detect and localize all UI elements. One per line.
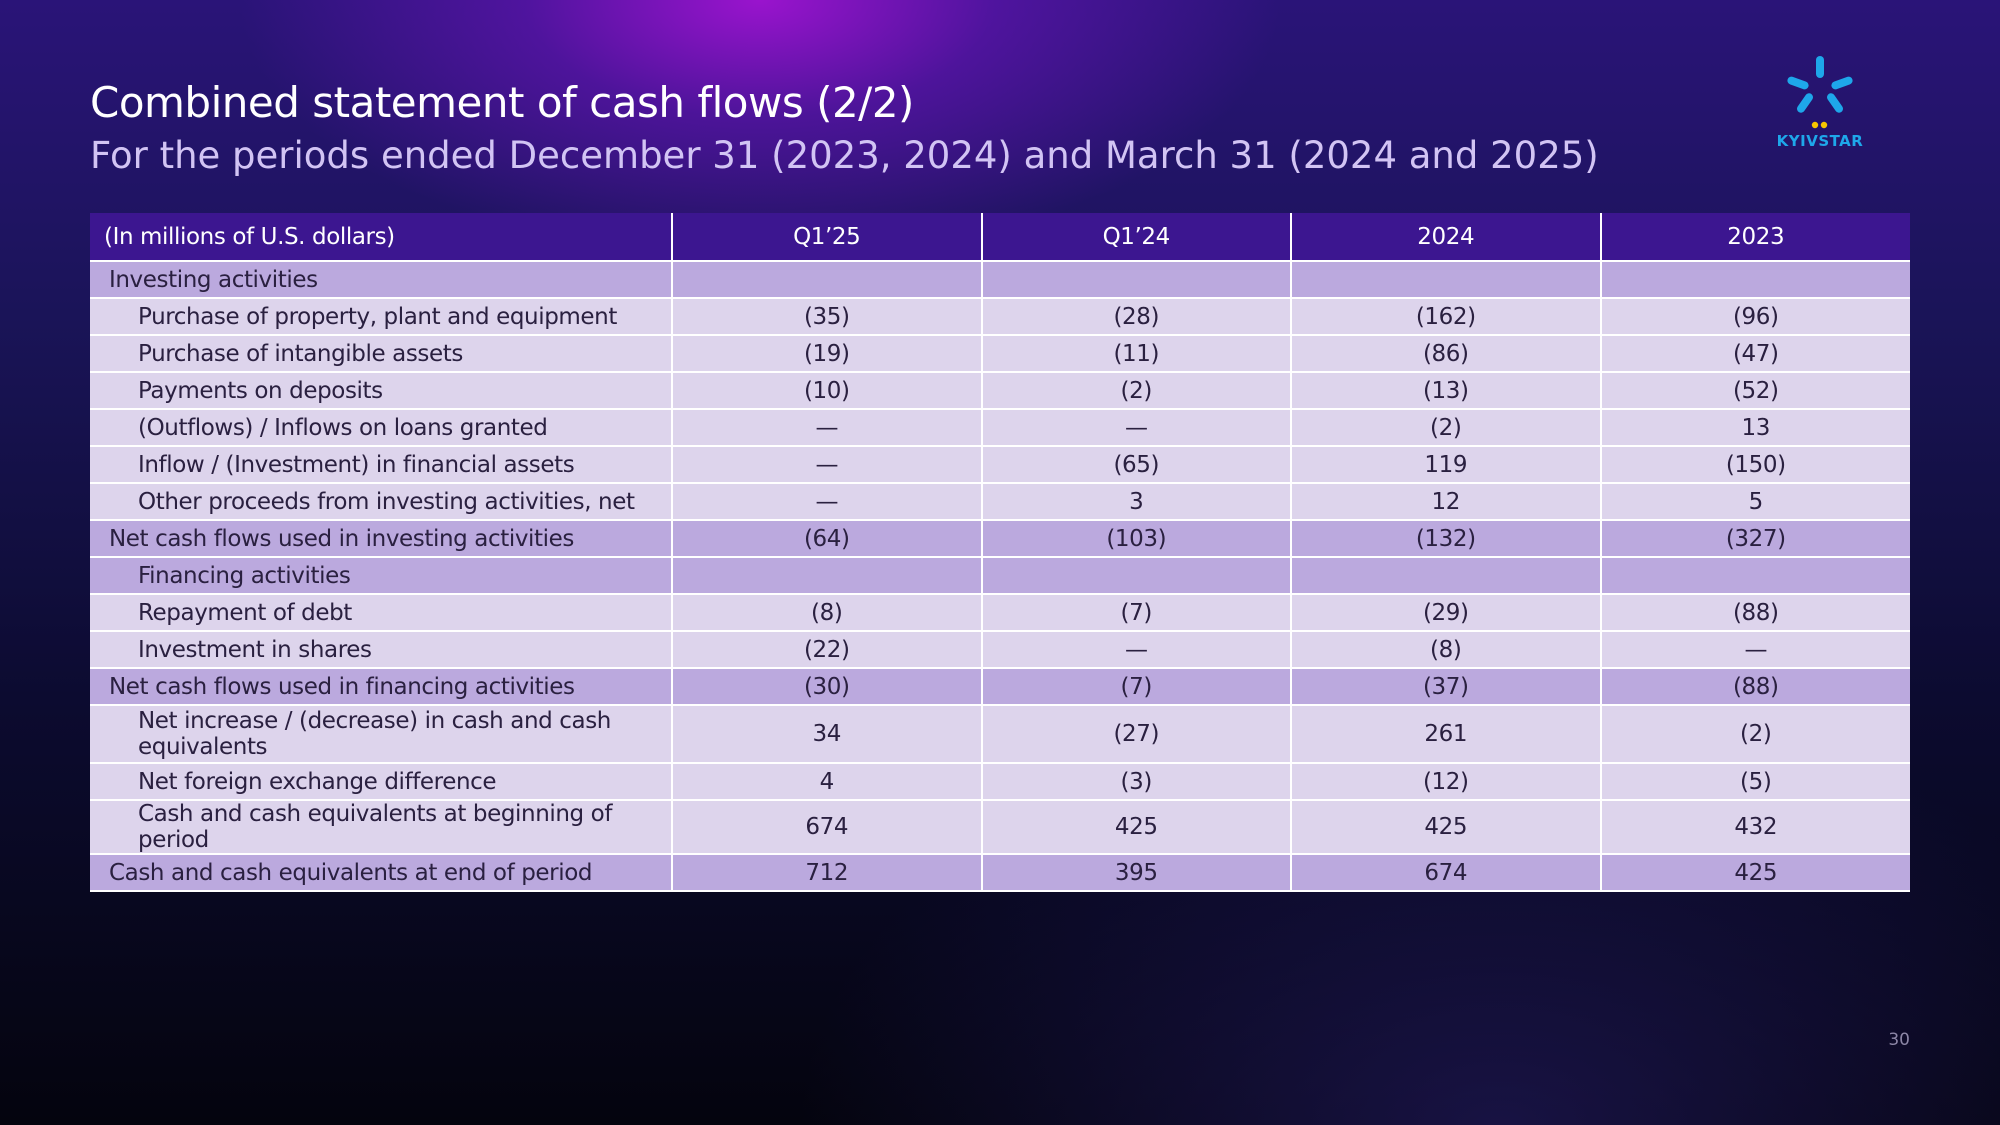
cash-flow-table-container	[90, 213, 1910, 892]
table-body	[90, 261, 1910, 891]
row-value: (37)	[1291, 668, 1601, 705]
row-value: 425	[1291, 800, 1601, 854]
row-label: Other proceeds from investing activities, net	[90, 483, 672, 520]
row-value	[672, 557, 982, 594]
row-value: (27)	[982, 705, 1292, 763]
row-value: (12)	[1291, 763, 1601, 800]
row-value: 425	[982, 800, 1292, 854]
table-row	[90, 557, 1910, 594]
row-value: (52)	[1601, 372, 1911, 409]
row-value: (64)	[672, 520, 982, 557]
table-row	[90, 631, 1910, 668]
row-value: (132)	[1291, 520, 1601, 557]
table-header-row	[90, 213, 1910, 261]
row-value	[982, 557, 1292, 594]
table-row	[90, 705, 1910, 763]
kyivstar-wordmark: KYIVSTAR	[1776, 132, 1864, 150]
row-value: 712	[672, 854, 982, 891]
row-value: —	[672, 409, 982, 446]
row-value: 12	[1291, 483, 1601, 520]
page-title: Combined statement of cash flows (2/2)	[90, 78, 914, 127]
row-value: (11)	[982, 335, 1292, 372]
row-value: 432	[1601, 800, 1911, 854]
kyivstar-star-icon	[1770, 52, 1870, 132]
row-label: Net increase / (decrease) in cash and cash equivalents	[90, 705, 672, 763]
row-value: (28)	[982, 298, 1292, 335]
row-value: —	[982, 409, 1292, 446]
row-value: 13	[1601, 409, 1911, 446]
row-label: Purchase of intangible assets	[90, 335, 672, 372]
row-label: Net cash flows used in financing activities	[90, 668, 672, 705]
row-value	[672, 261, 982, 298]
table-row	[90, 409, 1910, 446]
row-value: 425	[1601, 854, 1911, 891]
row-value: 674	[672, 800, 982, 854]
table-row	[90, 854, 1910, 891]
table-row	[90, 372, 1910, 409]
row-value: (22)	[672, 631, 982, 668]
row-value: (2)	[1601, 705, 1911, 763]
table-row	[90, 335, 1910, 372]
row-value: (5)	[1601, 763, 1911, 800]
table-row	[90, 298, 1910, 335]
row-value: (2)	[1291, 409, 1601, 446]
row-label: Financing activities	[90, 557, 672, 594]
table-row	[90, 668, 1910, 705]
table-row	[90, 483, 1910, 520]
row-value: (8)	[672, 594, 982, 631]
column-header-q1-24: Q1’24	[982, 213, 1292, 261]
row-value: (29)	[1291, 594, 1601, 631]
row-value: (10)	[672, 372, 982, 409]
row-value: (7)	[982, 668, 1292, 705]
column-header-2024: 2024	[1291, 213, 1601, 261]
row-value	[1291, 557, 1601, 594]
row-value: (96)	[1601, 298, 1911, 335]
table-row	[90, 446, 1910, 483]
row-value: (327)	[1601, 520, 1911, 557]
row-value: 119	[1291, 446, 1601, 483]
column-header-2023: 2023	[1601, 213, 1911, 261]
table-row	[90, 261, 1910, 298]
row-value	[1601, 261, 1911, 298]
row-value: (88)	[1601, 668, 1911, 705]
row-value: (65)	[982, 446, 1292, 483]
page-subtitle: For the periods ended December 31 (2023, 2024) and March 31 (2024 and 2025)	[90, 134, 1599, 177]
row-value: 395	[982, 854, 1292, 891]
row-value: (35)	[672, 298, 982, 335]
table-row	[90, 594, 1910, 631]
row-label: Cash and cash equivalents at end of period	[90, 854, 672, 891]
row-value: —	[1601, 631, 1911, 668]
row-value: 4	[672, 763, 982, 800]
row-value: 261	[1291, 705, 1601, 763]
row-value: (86)	[1291, 335, 1601, 372]
page-number: 30	[1888, 1030, 1910, 1050]
row-value: 674	[1291, 854, 1601, 891]
row-value: 5	[1601, 483, 1911, 520]
row-value: —	[672, 483, 982, 520]
kyivstar-logo	[1770, 52, 1870, 152]
row-value	[1601, 557, 1911, 594]
table-row	[90, 520, 1910, 557]
row-label: Inflow / (Investment) in financial assets	[90, 446, 672, 483]
row-value: (30)	[672, 668, 982, 705]
column-header-q1-25: Q1’25	[672, 213, 982, 261]
row-value: (103)	[982, 520, 1292, 557]
cash-flow-table	[90, 213, 1910, 892]
row-label: Net cash flows used in investing activities	[90, 520, 672, 557]
row-value: (47)	[1601, 335, 1911, 372]
row-label: (Outflows) / Inflows on loans granted	[90, 409, 672, 446]
row-value: (8)	[1291, 631, 1601, 668]
column-header-units: (In millions of U.S. dollars)	[90, 213, 672, 261]
row-label: Investment in shares	[90, 631, 672, 668]
row-value: (13)	[1291, 372, 1601, 409]
row-label: Investing activities	[90, 261, 672, 298]
row-value: 3	[982, 483, 1292, 520]
row-value	[982, 261, 1292, 298]
row-value: (88)	[1601, 594, 1911, 631]
row-value	[1291, 261, 1601, 298]
row-value: —	[982, 631, 1292, 668]
row-label: Net foreign exchange difference	[90, 763, 672, 800]
row-label: Repayment of debt	[90, 594, 672, 631]
row-value: —	[672, 446, 982, 483]
row-value: (7)	[982, 594, 1292, 631]
row-value: (3)	[982, 763, 1292, 800]
row-value: 34	[672, 705, 982, 763]
row-label: Purchase of property, plant and equipment	[90, 298, 672, 335]
row-value: (2)	[982, 372, 1292, 409]
row-label: Cash and cash equivalents at beginning of period	[90, 800, 672, 854]
row-value: (19)	[672, 335, 982, 372]
row-value: (162)	[1291, 298, 1601, 335]
row-value: (150)	[1601, 446, 1911, 483]
table-row	[90, 800, 1910, 854]
row-label: Payments on deposits	[90, 372, 672, 409]
table-row	[90, 763, 1910, 800]
